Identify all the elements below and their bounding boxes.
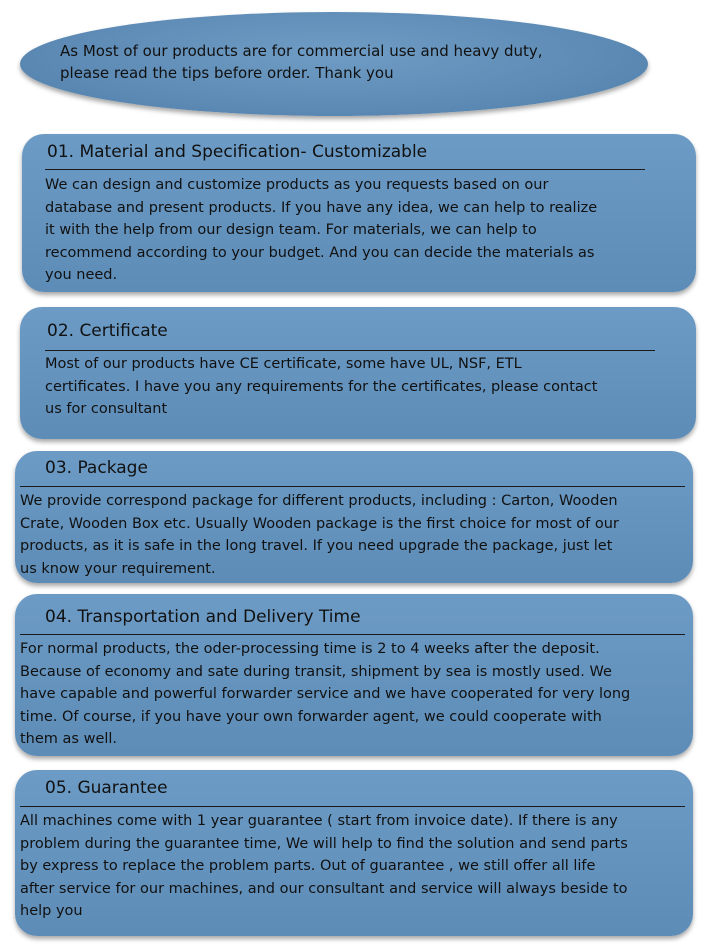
- section-divider: [45, 350, 655, 351]
- body-line: recommend according to your budget. And you can decide the materials as: [45, 244, 595, 261]
- intro-text: [60, 40, 620, 84]
- body-line: For normal products, the oder-processing time is 2 to 4 weeks after the deposit.: [20, 641, 600, 657]
- section-divider: [20, 486, 685, 487]
- body-line: problem during the guarantee time, We will help to find the solution and send parts: [20, 835, 628, 852]
- body-line: Most of our products have CE certificate, some have UL, NSF, ETL: [45, 356, 522, 372]
- body-line: by express to replace the problem parts. Out of guarantee , we still offer all life: [20, 858, 596, 874]
- body-line: time. Of course, if you have your own forwarder agent, we could cooperate with: [20, 708, 602, 725]
- body-line: us know your requirement.: [20, 560, 216, 577]
- body-line: products, as it is safe in the long travel. If you need upgrade the package, just let: [20, 538, 613, 554]
- body-line: it with the help from our design team. For materials, we can help to: [45, 222, 537, 238]
- body-line: us for consultant: [45, 401, 168, 417]
- body-line: We provide correspond package for different products, including : Carton, Wooden: [20, 493, 618, 509]
- intro-line: As Most of our products are for commercial use and heavy duty,: [60, 42, 543, 60]
- intro-line: please read the tips before order. Thank you: [60, 64, 394, 82]
- body-line: We can design and customize products as you requests based on our: [45, 177, 549, 193]
- section-divider: [20, 806, 685, 807]
- body-line: Crate, Wooden Box etc. Usually Wooden package is the first choice for most of our: [20, 515, 619, 532]
- body-line: Because of economy and sate during transit, shipment by sea is mostly used. We: [20, 663, 612, 680]
- section-title: 02. Certificate: [47, 321, 168, 341]
- section-body: [20, 810, 690, 923]
- body-line: certificates. I have you any requirements for the certificates, please contact: [45, 378, 598, 395]
- body-line: All machines come with 1 year guarantee ( start from invoice date). If there is any: [20, 813, 618, 829]
- section-body: [45, 174, 690, 287]
- section-divider: [20, 634, 685, 635]
- section-body: [20, 638, 690, 751]
- body-line: help you: [20, 903, 83, 919]
- section-title: 05. Guarantee: [45, 778, 168, 798]
- section-title: 04. Transportation and Delivery Time: [45, 607, 361, 627]
- body-line: them as well.: [20, 731, 118, 747]
- body-line: you need.: [45, 267, 118, 283]
- section-body: [45, 353, 690, 421]
- section-body: [20, 490, 690, 580]
- body-line: database and present products. If you have any idea, we can help to realize: [45, 199, 598, 216]
- body-line: have capable and powerful forwarder service and we have cooperated for very long: [20, 686, 631, 702]
- section-divider: [45, 169, 645, 170]
- body-line: after service for our machines, and our consultant and service will always beside to: [20, 880, 628, 897]
- section-title: 03. Package: [45, 458, 148, 478]
- section-title: 01. Material and Specification- Customizable: [47, 142, 428, 162]
